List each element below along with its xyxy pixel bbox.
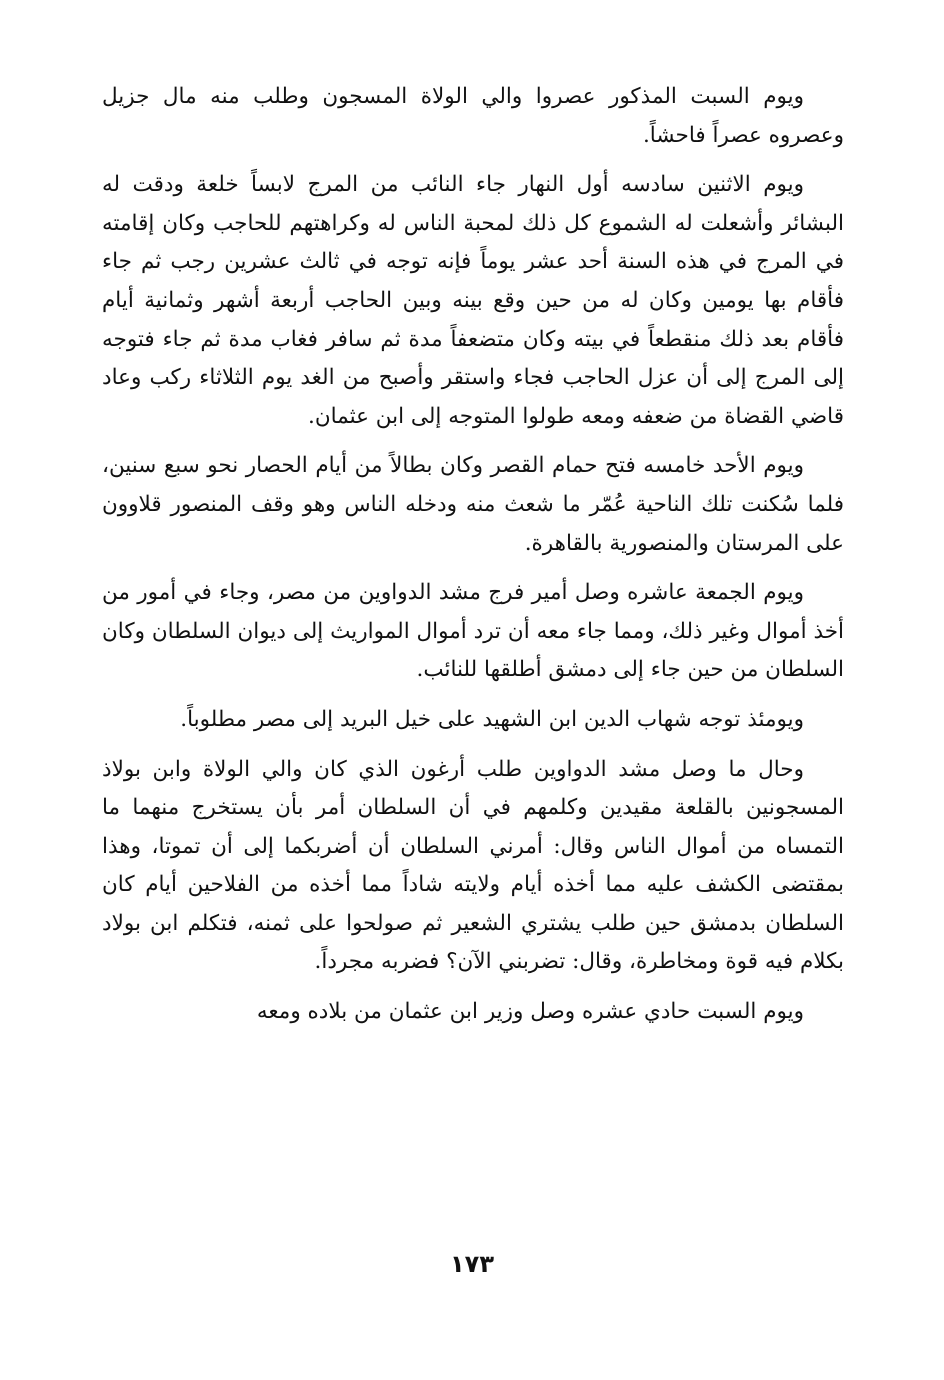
paragraph-3: ويوم الأحد خامسه فتح حمام القصر وكان بطالاً من أيام الحصار نحو سبع سنين، فلما سُكنت تلك الناحية عُمّر ما شعث منه ودخله الناس وهو وقف المنصور قلاوون على المرستان والمنصورية بالقاهرة. bbox=[102, 453, 844, 556]
paragraph-4: ويوم الجمعة عاشره وصل أمير فرج مشد الدواوين من مصر، وجاء في أمور من أخذ أموال وغير ذلك، ومما جاء معه أن ترد أموال المواريث إلى ديوان السلطان وكان السلطان من حين جاء إلى دمشق أطلقها للنائب. bbox=[102, 580, 844, 683]
paragraph-7: ويوم السبت حادي عشره وصل وزير ابن عثمان من بلاده ومعه bbox=[256, 999, 804, 1025]
page-number: ١٧٣ bbox=[450, 1250, 494, 1278]
paragraph-6: وحال ما وصل مشد الدواوين طلب أرغون الذي كان والي الولاة وابن بولاذ المسجونين بالقلعة مقيدين وكلمهم في أن السلطان أمر بأن يستخرج منهما ما التمساه من أموال الناس وقال: أمرني السلطان أن أضربكما إلى أن تموتا، وهذا بمقتضى الكشف عليه مما أخذه أيام ولايته شاداً مما أخذه من الفلاحين أيام كان السلطان بدمشق حين طلب يشتري الشعير ثم صولحوا على ثمنه، فتكلم ابن بولاد بكلام فيه قوة ومخاطرة، وقال: تضربني الآن؟ فضربه مجرداً. bbox=[102, 756, 844, 975]
paragraph-2: ويوم الاثنين سادسه أول النهار جاء النائب من المرج لابساً خلعة ودقت له البشائر وأشعلت له الشموع كل ذلك لمحبة الناس له وكراهتهم للحاجب وكان إقامته في المرج في هذه السنة أحد عشر يوماً فإنه توجه في ثالث عشرين رجب ثم جاء فأقام بها يومين وكان له من حين وقع بينه وبين الحاجب أربعة أشهر وثمانية أيام فأقام بعد ذلك منقطعاً في بيته وكان متضعفاً مدة ثم سافر فغاب مدة ثم جاء فتوجه إلى المرج إلى أن عزل الحاجب فجاء واستقر وأصبح من الغد يوم الثلاثاء ركب وعاد قاضي القضاة من ضعفه ومعه طولوا المتوجه إلى ابن عثمان. bbox=[102, 172, 844, 429]
paragraph-5: ويومئذ توجه شهاب الدين ابن الشهيد على خيل البريد إلى مصر مطلوباً. bbox=[180, 706, 804, 732]
body-text bbox=[102, 78, 844, 1043]
paragraph-1: ويوم السبت المذكور عصروا والي الولاة المسجون وطلب منه مال جزيل وعصروه عصراً فاحشاً. bbox=[102, 84, 844, 148]
